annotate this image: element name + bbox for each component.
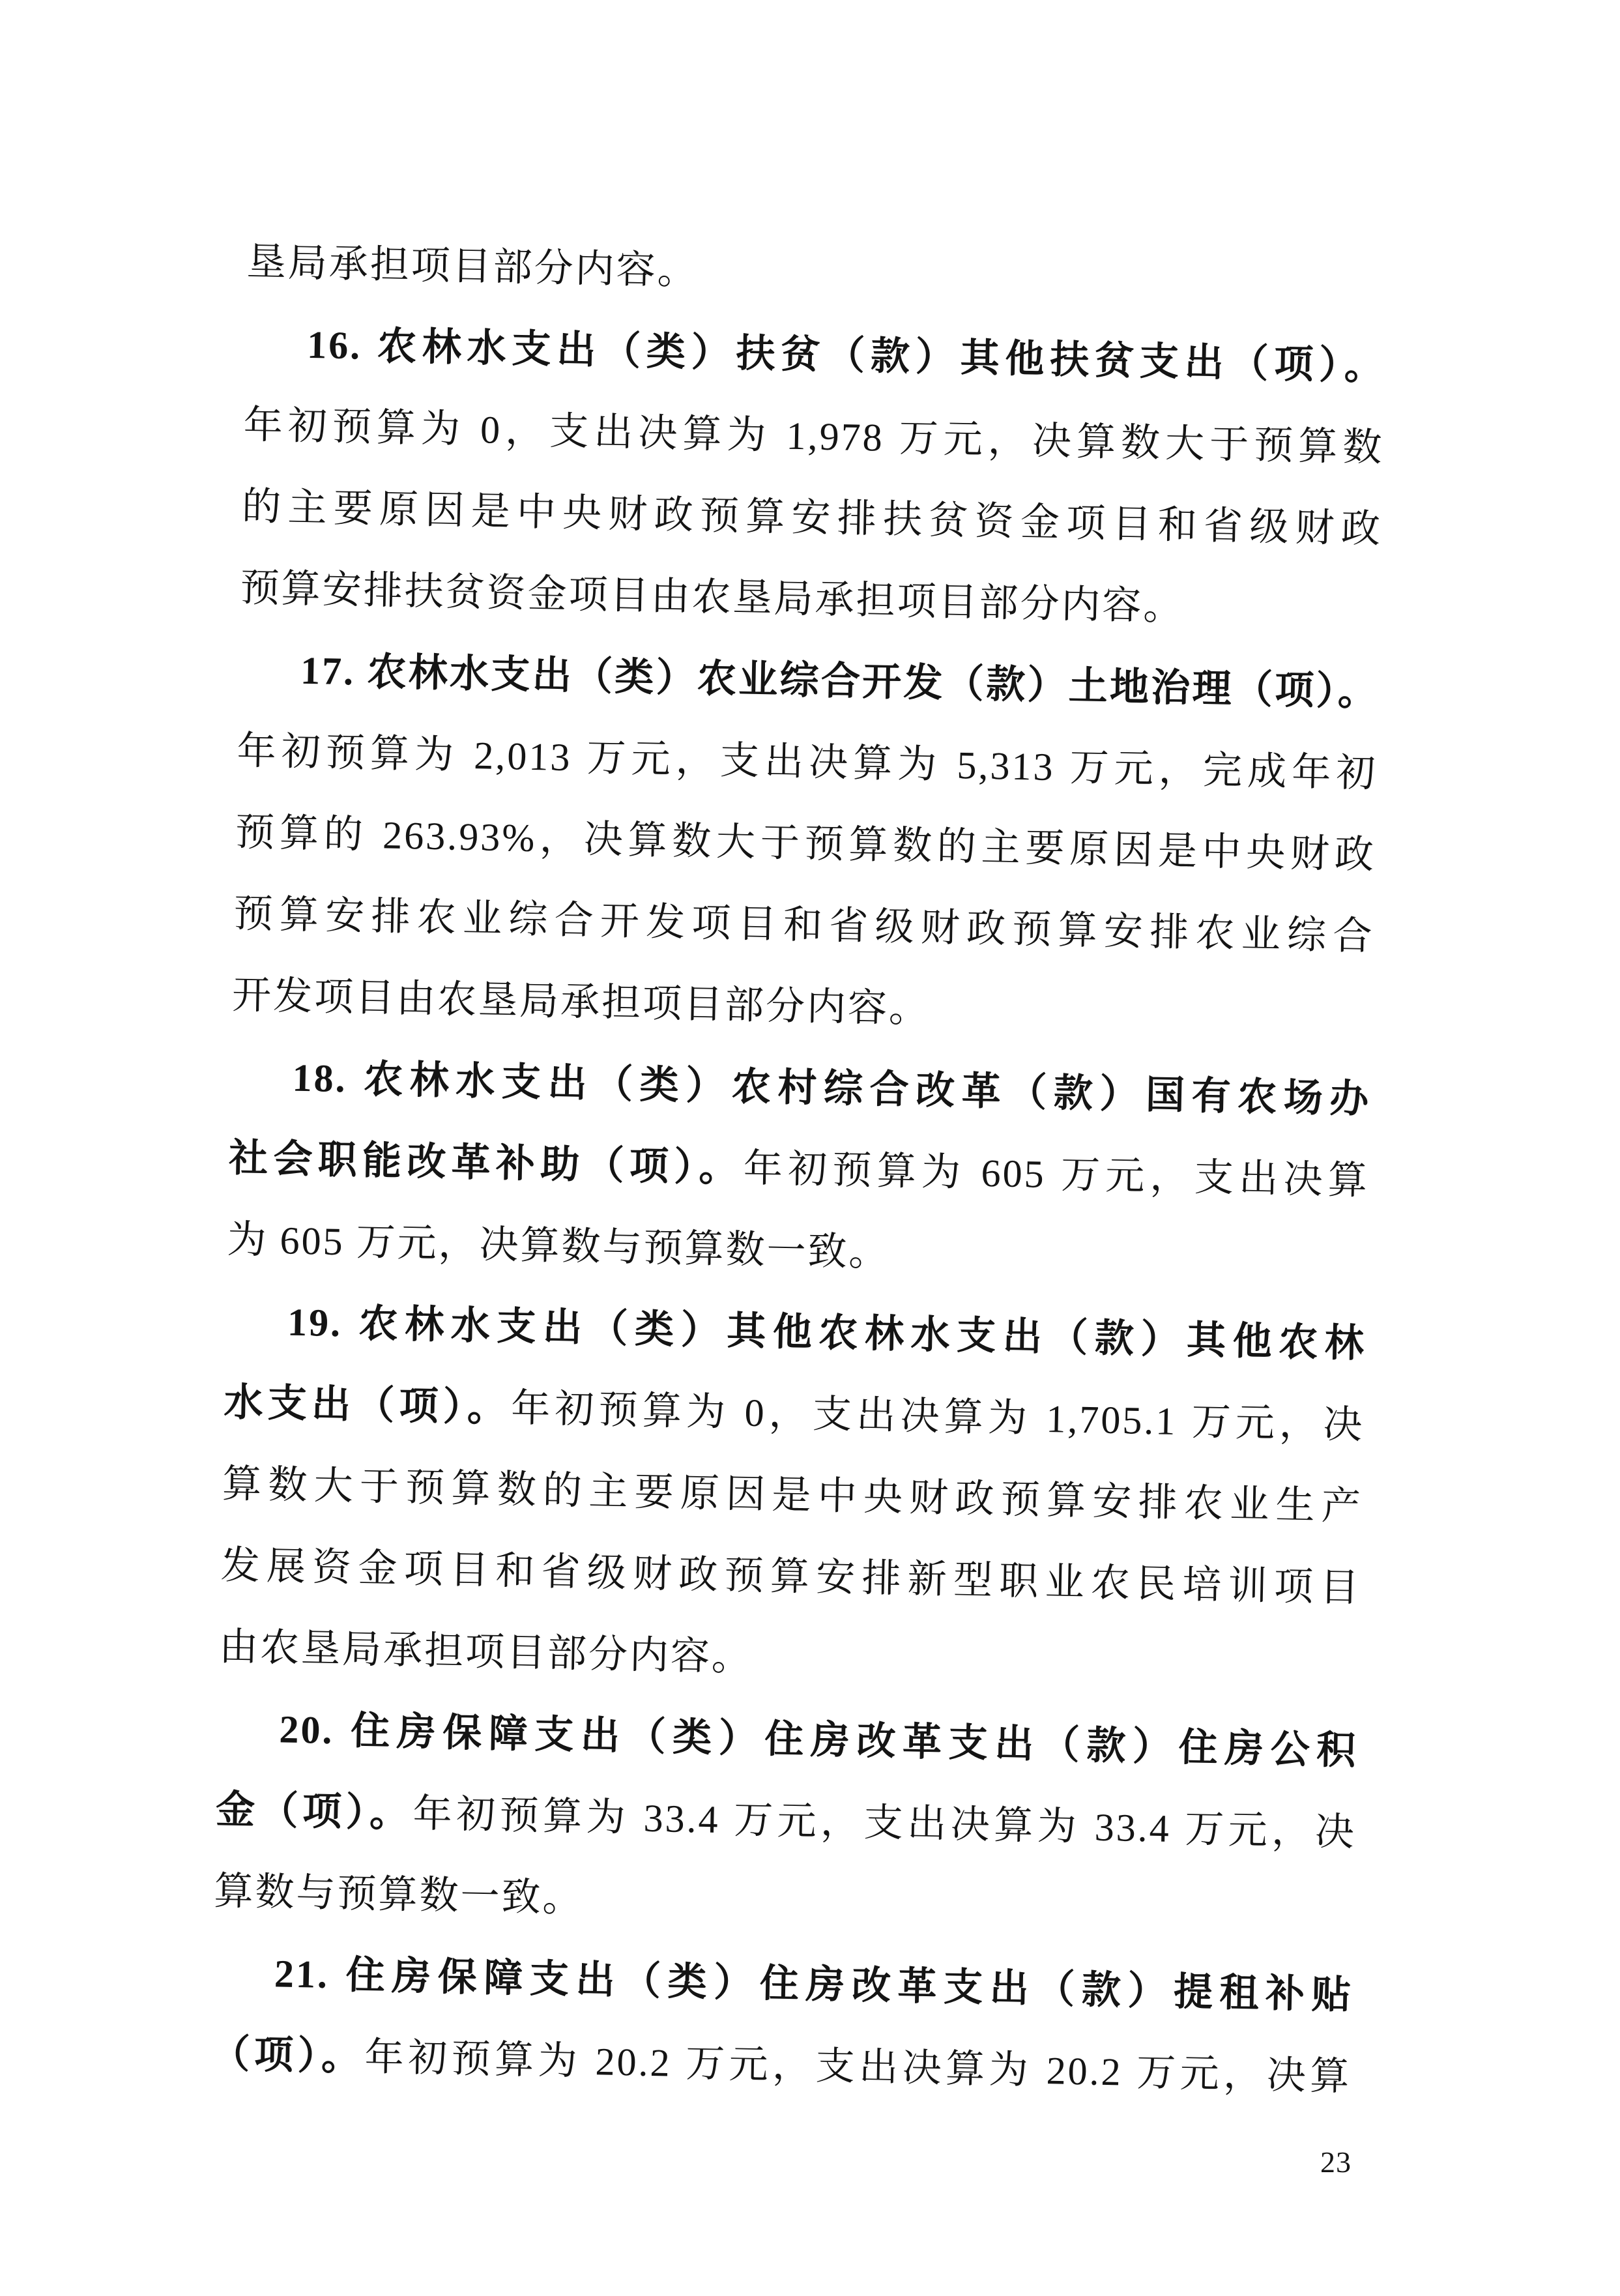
text-segment: 年初预算为 0，支出决算为 1,705.1 万元，决 (510, 1386, 1365, 1447)
page-number: 23 (1320, 2145, 1352, 2179)
text-segment: 为 605 万元，决算数与预算数一致。 (226, 1217, 891, 1275)
text-segment: 算数与预算数一致。 (213, 1869, 585, 1920)
bold-text-segment: 19. 农林水支出（类）其他农林水支出（款）其他农林 (287, 1300, 1367, 1365)
text-segment: 发展资金项目和省级财政预算安排新型职业农民培训项目 (220, 1543, 1361, 1610)
bold-text-segment: 水支出（项）。 (223, 1380, 512, 1430)
bold-text-segment: 16. 农林水支出（类）扶贫（款）其他扶贫支出（项）。 (306, 323, 1386, 388)
bold-text-segment: 20. 住房保障支出（类）住房改革支出（款）住房公积 (278, 1707, 1358, 1773)
text-segment: 算数大于预算数的主要原因是中央财政预算安排农业生产 (222, 1462, 1363, 1528)
bold-text-segment: 18. 农林水支出（类）农村综合改革（款）国有农场办 (291, 1056, 1371, 1121)
bold-text-segment: 社会职能改革补助（项）。 (228, 1136, 744, 1190)
text-segment: 预算的 263.93%，决算数大于预算数的主要原因是中央财政 (235, 810, 1376, 877)
text-segment: 垦局承担项目部分内容。 (246, 240, 699, 293)
text-segment: 年初预算为 2,013 万元，支出决算为 5,313 万元，完成年初 (237, 729, 1378, 795)
text-segment: 年初预算为 20.2 万元，支出决算为 20.2 万元，决算 (364, 2035, 1352, 2099)
text-segment: 年初预算为 33.4 万元，支出决算为 33.4 万元，决 (412, 1792, 1357, 1854)
text-segment: 预算安排扶贫资金项目由农垦局承担项目部分内容。 (240, 566, 1185, 628)
text-segment: 的主要原因是中央财政预算安排扶贫资金项目和省级财政 (241, 484, 1383, 551)
bold-text-segment: 金（项）。 (215, 1788, 414, 1835)
bold-text-segment: 17. 农林水支出（类）农业综合开发（款）土地治理（项）。 (300, 648, 1380, 714)
text-segment: 年初预算为 0，支出决算为 1,978 万元，决算数大于预算数 (243, 403, 1385, 470)
bold-text-segment: （项）。 (210, 2032, 366, 2079)
text-segment: 开发项目由农垦局承担项目部分内容。 (231, 973, 931, 1031)
bold-text-segment: 21. 住房保障支出（类）住房改革支出（款）提租补贴 (274, 1952, 1353, 2017)
document-text-block (210, 222, 1387, 2118)
text-segment: 由农垦局承担项目部分内容。 (218, 1625, 753, 1679)
text-segment: 年初预算为 605 万元，支出决算 (743, 1146, 1370, 1202)
text-segment: 预算安排农业综合开发项目和省级财政预算安排农业综合 (233, 892, 1374, 958)
